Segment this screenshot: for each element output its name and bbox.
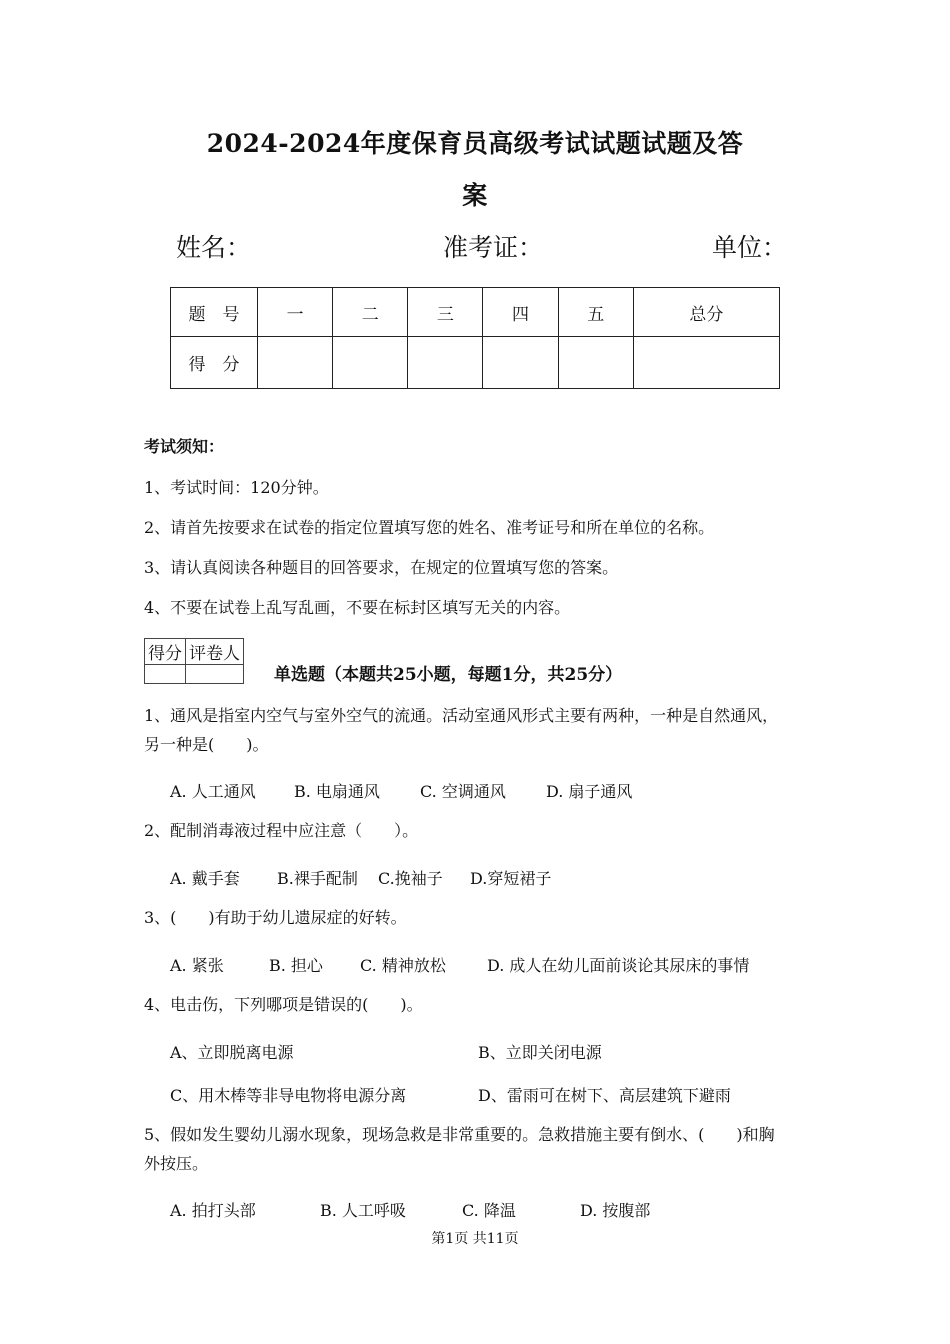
question-4-option-a: A、立即脱离电源: [170, 1043, 294, 1062]
grader-score-cell[interactable]: [145, 665, 186, 684]
grader-reviewer-cell[interactable]: [186, 665, 244, 684]
question-2-option-b: B.裸手配制: [277, 869, 358, 888]
score-table-header-cell: 一: [258, 288, 333, 337]
question-1-option-d: D. 扇子通风: [546, 782, 633, 801]
question-3-option-c: C. 精神放松: [360, 956, 446, 975]
question-3: 3、( )有助于幼儿遗尿症的好转。: [144, 908, 407, 927]
question-2: 2、配制消毒液过程中应注意（ ）。: [144, 821, 419, 840]
score-cell[interactable]: [483, 337, 558, 389]
question-5-option-a: A. 拍打头部: [170, 1201, 256, 1220]
score-table-header-cell: 四: [483, 288, 558, 337]
name-field-label: 姓名：: [176, 233, 252, 262]
question-3-option-a: A. 紧张: [170, 956, 224, 975]
question-4-option-b: B、立即关闭电源: [478, 1043, 602, 1062]
score-cell[interactable]: [333, 337, 408, 389]
score-cell[interactable]: [258, 337, 333, 389]
notice-heading: 考试须知：: [144, 437, 225, 456]
question-1-option-b: B. 电扇通风: [294, 782, 380, 801]
score-table-header-label: 题 号: [171, 288, 258, 337]
notice-item: 1、考试时间：120分钟。: [144, 478, 329, 497]
question-2-option-d: D.穿短裙子: [470, 869, 552, 888]
question-5-option-c: C. 降温: [462, 1201, 516, 1220]
score-table-header-row: [171, 288, 780, 337]
question-1-line-1: 1、通风是指室内空气与室外空气的流通。活动室通风形式主要有两种，一种是自然通风，: [144, 706, 779, 725]
score-cell[interactable]: [633, 337, 779, 389]
score-cell[interactable]: [408, 337, 483, 389]
question-5-line-1: 5、假如发生婴幼儿溺水现象，现场急救是非常重要的。急救措施主要有倒水、( )和胸: [144, 1125, 775, 1144]
page-title-line-2: 案: [462, 181, 488, 210]
question-3-option-b: B. 担心: [269, 956, 323, 975]
page-title-line-1: 2024-2024年度保育员高级考试试题试题及答: [206, 129, 744, 158]
notice-item: 2、请首先按要求在试卷的指定位置填写您的姓名、准考证号和所在单位的名称。: [144, 518, 715, 537]
score-table-score-label: 得 分: [171, 337, 258, 389]
question-1-line-2: 另一种是( )。: [144, 735, 269, 754]
score-table: [170, 287, 780, 389]
grader-score-label: 得分: [145, 639, 186, 665]
question-1-option-c: C. 空调通风: [420, 782, 506, 801]
notice-item: 4、不要在试卷上乱写乱画，不要在标封区填写无关的内容。: [144, 598, 571, 617]
question-1-option-a: A. 人工通风: [170, 782, 256, 801]
notice-item: 3、请认真阅读各种题目的回答要求，在规定的位置填写您的答案。: [144, 558, 619, 577]
page-footer: 第1页 共11页: [431, 1231, 519, 1247]
section-title: 单选题（本题共25小题，每题1分，共25分）: [274, 665, 623, 685]
score-table-header-cell: 总分: [633, 288, 779, 337]
question-2-option-c: C.挽袖子: [378, 869, 443, 888]
score-cell[interactable]: [558, 337, 633, 389]
unit-field-label: 单位：: [712, 233, 788, 262]
question-3-option-d: D. 成人在幼儿面前谈论其尿床的事情: [487, 956, 750, 975]
score-table-header-cell: 五: [558, 288, 633, 337]
question-4: 4、电击伤，下列哪项是错误的( )。: [144, 995, 423, 1014]
question-4-option-c: C、用木棒等非导电物将电源分离: [170, 1086, 407, 1105]
question-2-option-a: A. 戴手套: [170, 869, 240, 888]
question-5-option-d: D. 按腹部: [580, 1201, 651, 1220]
grader-reviewer-label: 评卷人: [186, 639, 244, 665]
question-4-option-d: D、雷雨可在树下、高层建筑下避雨: [478, 1086, 731, 1105]
score-table-header-cell: 二: [333, 288, 408, 337]
score-table-header-cell: 三: [408, 288, 483, 337]
question-5-line-2: 外按压。: [144, 1154, 209, 1173]
question-5-option-b: B. 人工呼吸: [320, 1201, 406, 1220]
score-table-score-row: [171, 337, 780, 389]
exam-id-field-label: 准考证：: [443, 233, 544, 262]
grader-box: [144, 638, 244, 684]
